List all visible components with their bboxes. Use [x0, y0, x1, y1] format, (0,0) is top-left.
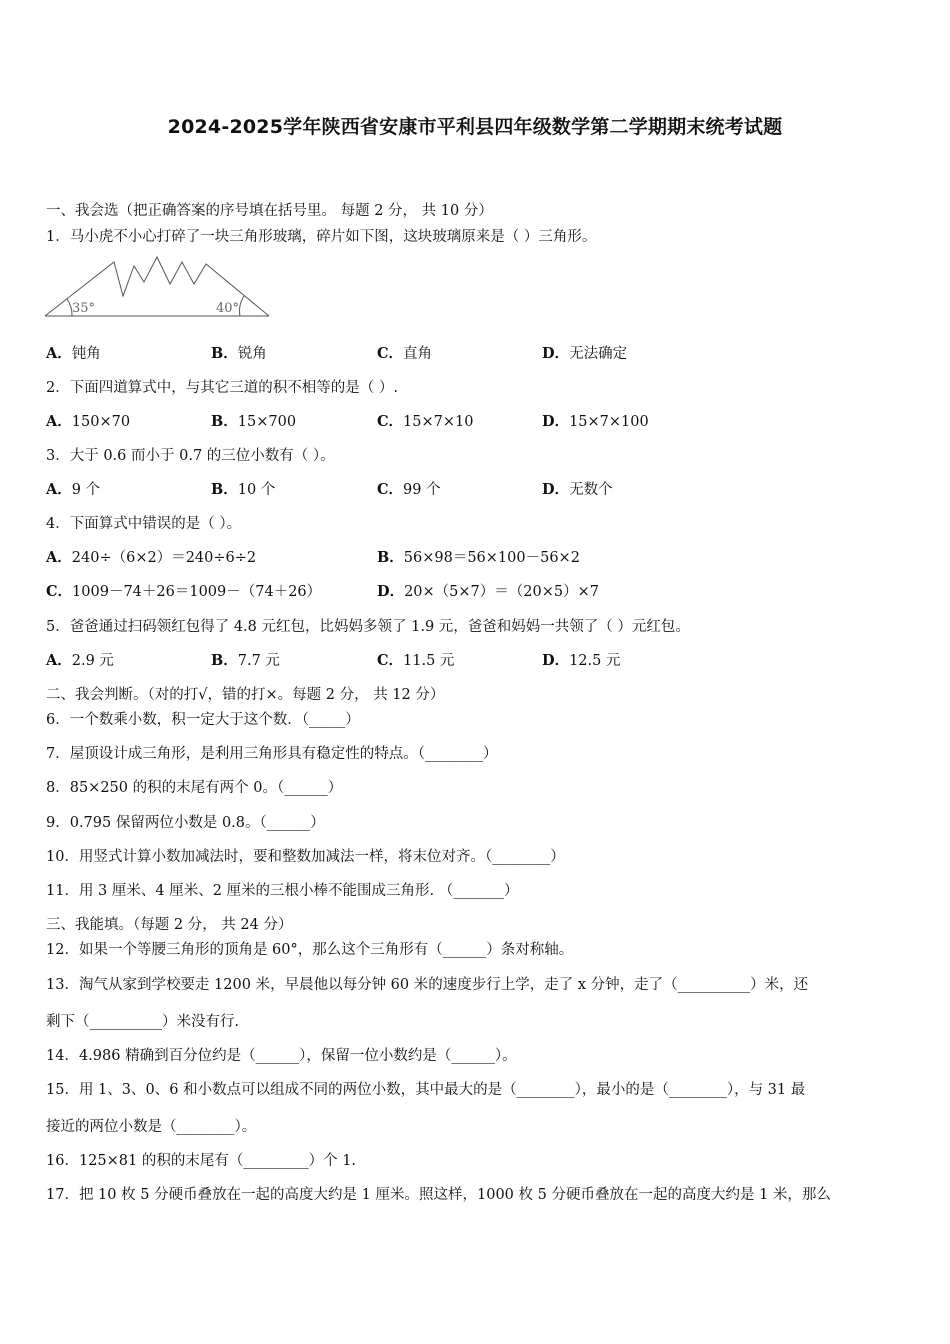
q3-option-c: C．99 个 — [377, 481, 441, 498]
question-15: 15．用 1、3、0、6 和小数点可以组成不同的两位小数，其中最大的是（________），最小的是（________），与 31 最 — [46, 1082, 806, 1098]
right-angle-arc — [240, 296, 244, 316]
question-6: 6．一个数乘小数，积一定大于这个数．（_____） — [46, 712, 360, 728]
question-7: 7．屋顶设计成三角形，是利用三角形具有稳定性的特点。（________） — [46, 746, 498, 762]
q3-option-d: D．无数个 — [542, 481, 613, 498]
question-14: 14．4.986 精确到百分位约是（______），保留一位小数约是（______）。 — [46, 1048, 517, 1064]
q4-option-a: A．240÷（6×2）＝240÷6÷2 — [46, 549, 257, 566]
section-1-heading: 一、我会选（把正确答案的序号填在括号里。 每题 2 分， 共 10 分） — [46, 203, 493, 219]
question-13: 13．淘气从家到学校要走 1200 米，早晨他以每分钟 60 米的速度步行上学，走了 x 分钟，走了（__________）米，还 — [46, 977, 809, 993]
q2-option-d: D．15×7×100 — [542, 413, 649, 430]
question-4: 4．下面算式中错误的是（ ）。 — [46, 516, 242, 532]
q5-option-b: B．7.7 元 — [211, 652, 280, 669]
question-1: 1．马小虎不小心打碎了一块三角形玻璃，碎片如下图，这块玻璃原来是（ ）三角形。 — [46, 229, 597, 245]
question-15-continued: 接近的两位小数是（________）。 — [46, 1119, 257, 1135]
left-angle-label: 35° — [72, 301, 96, 316]
q1-option-c: C．直角 — [377, 345, 433, 362]
q1-option-b: B．锐角 — [211, 345, 267, 362]
section-3-heading: 三、我能填。（每题 2 分， 共 24 分） — [46, 917, 293, 933]
q4-option-d: D．20×（5×7）＝（20×5）×7 — [377, 583, 599, 600]
question-11: 11．用 3 厘米、4 厘米、2 厘米的三根小棒不能围成三角形. （_______） — [46, 883, 519, 899]
question-5: 5．爸爸通过扫码领红包得了 4.8 元红包，比妈妈多领了 1.9 元，爸爸和妈妈一共领了（ ）元红包。 — [46, 619, 690, 635]
broken-glass-figure — [44, 254, 274, 322]
question-13-continued: 剩下（__________）米没有行. — [46, 1014, 240, 1030]
question-16: 16．125×81 的积的末尾有（_________）个 1. — [46, 1153, 357, 1169]
q1-option-d: D．无法确定 — [542, 345, 628, 362]
q5-option-c: C．11.5 元 — [377, 652, 455, 669]
q4-option-c: C．1009－74＋26＝1009－（74＋26） — [46, 583, 322, 600]
q4-option-b: B．56×98＝56×100－56×2 — [377, 549, 580, 566]
question-3: 3．大于 0.6 而小于 0.7 的三位小数有（ ）。 — [46, 448, 335, 464]
section-2-heading: 二、我会判断。（对的打√，错的打×。每题 2 分， 共 12 分） — [46, 687, 445, 703]
question-9: 9．0.795 保留两位小数是 0.8。（______） — [46, 815, 325, 831]
question-8: 8．85×250 的积的末尾有两个 0。（______） — [46, 780, 343, 796]
q3-option-a: A．9 个 — [46, 481, 101, 498]
q5-option-d: D．12.5 元 — [542, 652, 621, 669]
q2-option-a: A．150×70 — [46, 413, 131, 430]
question-2: 2．下面四道算式中，与其它三道的积不相等的是（ ）. — [46, 380, 398, 396]
q3-option-b: B．10 个 — [211, 481, 276, 498]
q2-option-c: C．15×7×10 — [377, 413, 474, 430]
q2-option-b: B．15×700 — [211, 413, 297, 430]
q1-option-a: A．钝角 — [46, 345, 101, 362]
exam-title: 2024-2025学年陕西省安康市平利县四年级数学第二学期期末统考试题 — [167, 116, 783, 138]
right-angle-label: 40° — [216, 301, 240, 316]
question-12: 12．如果一个等腰三角形的顶角是 60°，那么这个三角形有（______）条对称轴。 — [46, 942, 574, 958]
q5-option-a: A．2.9 元 — [46, 652, 114, 669]
question-10: 10．用竖式计算小数加减法时，要和整数加减法一样，将末位对齐。（________） — [46, 849, 565, 865]
question-17: 17．把 10 枚 5 分硬币叠放在一起的高度大约是 1 厘米。照这样，1000 枚 5 分硬币叠放在一起的高度大约是 1 米，那么 — [46, 1187, 831, 1203]
